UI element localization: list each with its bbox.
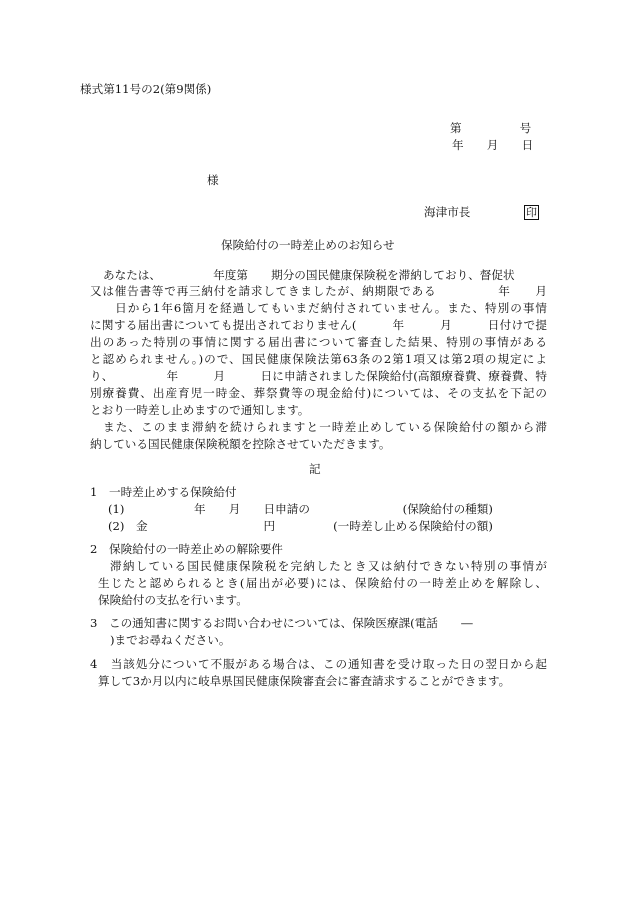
item-2-line: 保険給付の支払を行います。 bbox=[98, 593, 248, 607]
body-line: と認められません。)ので、国民健康保険法第63条の2第1項又は第2項の規定によ bbox=[90, 352, 547, 366]
item-2-line: 滞納している国民健康保険税を完納したとき又は納付できない特別の事情が bbox=[110, 559, 547, 573]
body-line: に関する届出書についても提出されておりません( 年 月 日付けで提 bbox=[90, 318, 547, 332]
body-line: 日から1年6箇月を経過してもいまだ納付されていません。また、特別の事情 bbox=[90, 301, 547, 315]
body-line: 納している国民健康保険税額を控除させていただきます。 bbox=[90, 437, 391, 451]
ki-heading: 記 bbox=[309, 462, 321, 476]
item-4-line: 算して3か月以内に岐阜県国民健康保険審査会に審査請求することができます。 bbox=[98, 674, 511, 688]
item-3-line: )までお尋ねください。 bbox=[110, 633, 231, 647]
item-1-sub-1: (1) 年 月 日申請の (保険給付の種類) bbox=[108, 502, 493, 516]
document-title: 保険給付の一時差止めのお知らせ bbox=[221, 238, 395, 252]
issuer-name: 海津市長 bbox=[424, 205, 471, 219]
body-line: とおり一時差し止めますので通知します。 bbox=[90, 403, 310, 417]
item-1-title: 1 一時差止めする保険給付 bbox=[90, 485, 237, 499]
body-line: 又は催告書等で再三納付を請求してきましたが、納期限である 年 月 bbox=[90, 284, 547, 298]
issue-date-line: 年 月 日 bbox=[452, 138, 534, 152]
item-2-title: 2 保険給付の一時差止めの解除要件 bbox=[90, 542, 283, 556]
body-line: また、このまま滞納を続けられますと一時差止めしている保険給付の額から滞 bbox=[103, 420, 547, 434]
document-number-line: 第 号 bbox=[450, 121, 532, 135]
body-line: 出のあった特別の事情に関する届出書について審査した結果、特別の事情がある bbox=[90, 335, 547, 349]
item-2-line: 生じたと認められるとき(届出が必要)には、保険給付の一時差止めを解除し、 bbox=[98, 576, 547, 590]
body-line: り、 年 月 日に申請されました保険給付(高額療養費、療養費、特 bbox=[90, 369, 547, 383]
seal-stamp: 印 bbox=[526, 206, 537, 219]
item-3-line: 3 この通知書に関するお問い合わせについては、保険医療課(電話 ― bbox=[90, 616, 473, 630]
item-4-line: 4 当該処分について不服がある場合は、この通知書を受け取った日の翌日から起 bbox=[90, 657, 547, 671]
form-number: 様式第11号の2(第9関係) bbox=[80, 82, 212, 96]
body-line: 別療養費、出産育児一時金、葬祭費等の現金給付)については、その支払を下記の bbox=[90, 386, 547, 400]
body-line: あなたは、 年度第 期分の国民健康保険税を滞納しており、督促状 bbox=[103, 268, 515, 282]
addressee-sama: 様 bbox=[207, 173, 219, 187]
item-1-sub-2: (2) 金 円 (一時差し止める保険給付の額) bbox=[108, 519, 493, 533]
